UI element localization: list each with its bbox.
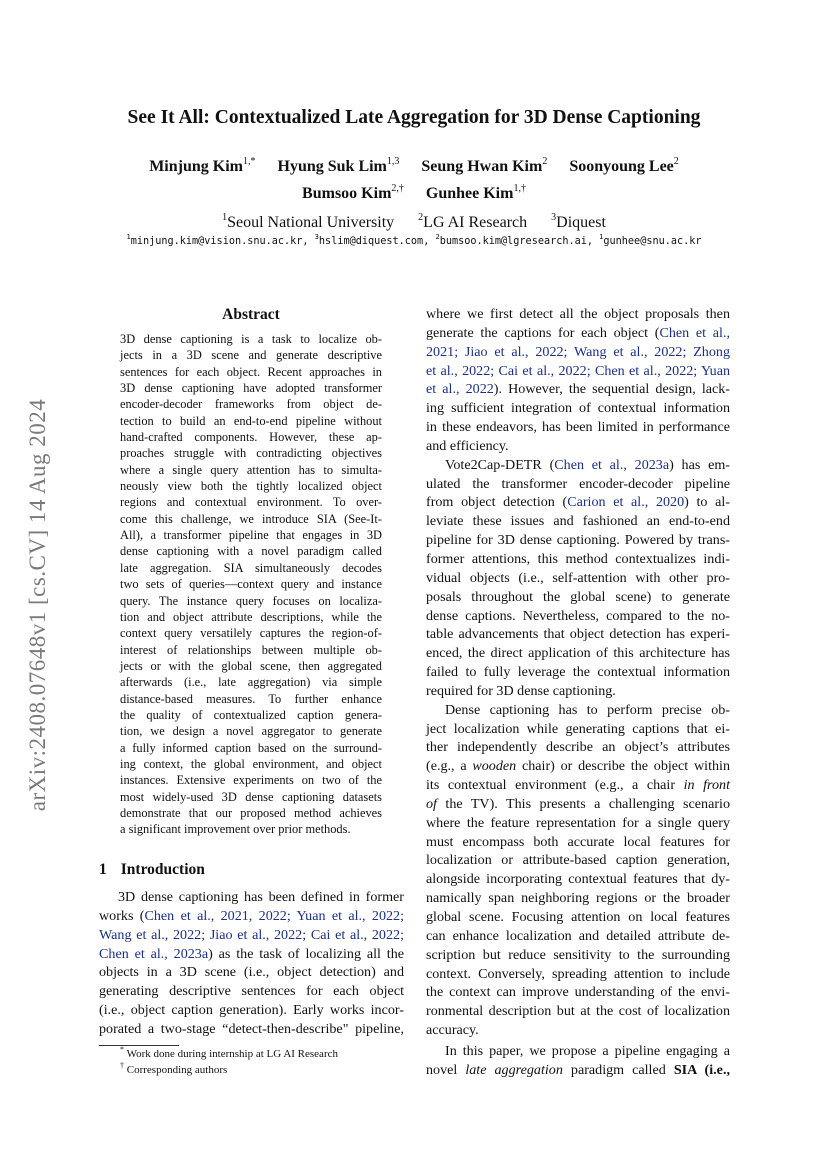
abstract-line: a fully informed caption based on the surround- [120,740,382,755]
text-span: chair) or describe the object within [516,758,731,775]
text-span: Dense captioning has to perform precise ob- [445,701,730,718]
footnote: * Work done during internship at LG AI Research [120,1045,338,1060]
abstract-line: jects or with the global scene, then aggregated [120,658,382,673]
text-line [426,1061,730,1080]
text-line [426,437,730,456]
citation-link[interactable]: Wang et al., 2022; Jiao et al., 2022; Cai et al., 2022; [99,926,404,943]
text-span: table advancements that object detection has experi- [426,626,730,643]
abstract-line: neously view both the tightly localized object [120,479,382,494]
text-span: ). However, the sequential design, lack- [493,381,731,398]
text-span: can enhance localization and detailed attribute de- [426,927,730,944]
citation-link[interactable]: et al., 2022 [426,381,494,398]
text-span: works ( [99,907,145,924]
abstract-line: ing context, the global environment, and object [120,756,382,771]
citation-link[interactable]: Chen et al., 2023a [99,945,209,962]
intro-right-column-tail [426,1042,730,1080]
text-span: localization or attribute-based caption generation, [426,852,730,869]
footnote: † Corresponding authors [120,1061,228,1076]
abstract-line: two sets of queries—context query and instance [120,577,382,592]
abstract-line: instances. Extensive experiments on two of the [120,773,382,788]
arxiv-stamp: arXiv:2408.07648v1 [cs.CV] 14 Aug 2024 [25,398,50,812]
text-span: and efficiency. [426,437,509,454]
text-span: accuracy. [426,1022,479,1039]
text-span: ) as the task of localizing all the [208,945,405,962]
abstract-line: interest of relationships between multiple ob- [120,642,382,657]
abstract-line: proaches struggle with contradicting objectives [120,446,382,461]
author: Minjung Kim$^{1,*}$ [149,156,256,175]
abstract-line: hand-crafted components. However, these ap- [120,430,382,445]
text-line [99,1020,404,1039]
text-line [426,908,730,927]
section-heading: 1 Introduction [99,861,205,878]
text-line [426,456,730,475]
abstract-line: demonstrate that our proposed method achieves [120,805,382,820]
text-span: scription but reduce sensitivity to the surrounding [426,946,730,963]
text-line [99,907,404,926]
abstract-line: late aggregation. SIA simultaneously decodes [120,560,382,575]
text-span: vidual objects (i.e., self-attention with other pro- [426,569,730,586]
text-line [426,493,730,512]
abstract-line: All), a transformer pipeline that engages in 3D [120,528,382,543]
text-line [426,1042,730,1061]
text-span: where we first detect all the object proposals then [426,306,730,322]
author: Bumsoo Kim$^{2,\dagger}$ [302,183,404,202]
text-line [426,343,730,362]
text-line [426,701,730,720]
text-line [426,965,730,984]
text-span: global scene. Focusing attention on local features [426,909,730,925]
text-line [426,870,730,889]
author: Soonyoung Lee$^2$ [569,156,679,175]
abstract-line: the quality of contextualized caption genera- [120,707,382,722]
abstract-line: where a single query attention has to simulta- [120,462,382,477]
text-span: Vote2Cap-DETR ( [445,456,555,473]
text-line [426,588,730,607]
text-span: former attentions, this method contextualizes indi- [426,550,730,567]
text-line [426,475,730,494]
text-line [426,569,730,588]
text-line [426,795,730,814]
text-span: alongside incorporating contextual features that dy- [426,871,730,888]
text-line [426,720,730,739]
text-line [99,982,404,1001]
text-span: novel [426,1061,466,1078]
text-span: paradigm called [562,1061,674,1078]
author-row-2 [90,185,738,203]
affiliation: $^3$Diquest [551,212,606,231]
abstract-line: jects in a 3D scene and generate descriptive [120,348,382,363]
text-line [426,1002,730,1021]
text-line [426,380,730,399]
text-span: ) to al- [684,494,730,511]
abstract-line: afterwards (i.e., late aggregation) via simple [120,675,382,690]
abstract-line: 3D dense captioning have adopted transformer [120,381,382,396]
abstract-heading: Abstract [222,306,280,323]
abstract-line: query. The instance query focuses on localiza- [120,593,382,608]
text-span: of [426,795,437,812]
text-line [426,776,730,795]
text-span: ing sufficient integration of contextual information [426,400,730,417]
text-line [99,888,404,907]
text-line [99,963,404,982]
text-span: objects in a 3D scene (i.e., object detection) and [99,964,404,981]
text-line [99,1001,404,1020]
text-line [426,531,730,550]
text-span: where the feature representation for a single query [426,814,730,831]
text-line [426,682,730,701]
text-line [426,305,730,324]
text-line [99,926,404,945]
text-span: ) has em- [669,456,730,473]
text-line [426,927,730,946]
author: Seung Hwan Kim$^2$ [421,156,548,175]
text-span: In this paper, we propose a pipeline engaging a [445,1043,730,1059]
abstract-line: 3D dense captioning is a task to localize ob- [120,332,382,346]
text-line [426,757,730,776]
author-row-1 [90,158,738,176]
text-line [426,324,730,343]
emails [60,233,768,247]
abstract-line: a significant improvement over prior methods. [120,822,351,837]
citation-link[interactable]: Chen et al., [659,324,730,341]
affiliation: $^1$Seoul National University [222,212,395,231]
text-span: porated a two-stage “detect-then-describe" pipeline, [99,1020,404,1037]
text-span: in front [683,777,730,794]
text-line [426,418,730,437]
text-line [426,550,730,569]
text-span: leviate these issues and fashioned an end-to-end [426,513,730,530]
abstract-line: tection to build an end-to-end pipeline without [120,413,382,428]
text-line [426,625,730,644]
email[interactable]: $^1$gunhee@snu.ac.kr [599,233,702,247]
abstract-line: encoder-decoder frameworks from object de- [120,397,382,412]
paper-title: See It All: Contextualized Late Aggregation for 3D Dense Captioning [127,107,701,128]
text-line [426,738,730,757]
text-span: namically span neighboring regions or the broader [426,890,730,907]
email[interactable]: $^1$minjung.kim@vision.snu.ac.kr, [126,233,309,247]
text-line [426,889,730,908]
abstract-line: tion, we design a novel aggregator to generate [120,724,382,739]
text-span: SIA (i.e., [673,1061,730,1078]
abstract-line: regions and contextual environment. To over- [120,495,382,510]
text-span: (e.g., a [426,758,473,775]
email[interactable]: $^2$bumsoo.kim@lgresearch.ai, [435,233,594,247]
text-span: the context can improve understanding of the envi- [426,984,730,1001]
abstract-line: context query versatilely captures the region-of- [120,626,382,641]
text-line [426,399,730,418]
text-line [426,983,730,1002]
text-span: in these endeavors, has been limited in performance [426,419,730,436]
abstract-line: most widely-used 3D dense captioning datasets [120,789,382,804]
text-span: dense captions. Nevertheless, compared to the no- [426,607,730,624]
text-line [426,946,730,965]
text-span: generating descriptive sentences for each object [99,983,404,1000]
text-line [426,851,730,870]
text-span: the TV). This presents a challenging scenario [436,795,730,812]
text-line [426,663,730,682]
author: Hyung Suk Lim$^{1,3}$ [277,156,400,175]
author: Gunhee Kim$^{1,\dagger}$ [425,183,526,202]
text-span: ject localization while generating captions that ei- [426,720,730,737]
citation-link[interactable]: 2021; Jiao et al., 2022; Wang et al., 2022; Zhong [426,343,730,360]
text-span: must encompass both accurate local features for [426,833,730,850]
text-line [426,1021,730,1040]
text-line [426,644,730,663]
text-line [426,814,730,833]
citation-link[interactable]: Chen et al., 2021, 2022; Yuan et al., 2022; [144,907,405,924]
text-line [426,833,730,852]
text-span: required for 3D dense captioning. [426,682,616,699]
email[interactable]: $^3$hslim@diquest.com, [314,233,430,247]
abstract-line: tion and object attribute descriptions, while the [120,609,382,624]
text-span: ther independently describe an object’s attributes [426,739,730,756]
abstract-line: distance-based measures. To further enhance [120,691,382,706]
text-span: wooden [472,758,517,775]
text-span: ronmental description but at the cost of localization [426,1003,730,1020]
text-line [426,362,730,381]
text-span: failed to fully leverage the contextual information [426,664,730,681]
text-line [426,512,730,531]
text-span: context. Conversely, spreading attention to include [426,965,730,982]
abstract-line: dense captioning with a novel paradigm called [120,544,382,559]
intro-right-column [426,305,730,1040]
footnote-rule [99,1045,179,1046]
abstract-body [120,331,382,838]
text-span: ulated the transformer encoder-decoder pipeline [426,475,730,492]
text-span: (i.e., object caption generation). Early works incor- [99,1002,404,1019]
text-span: posals throughout the global scene) to generate [426,588,730,605]
citation-link[interactable]: Chen et al., 2023a [554,456,670,473]
text-line [99,945,404,964]
text-span: 3D dense captioning has been defined in former [118,889,404,905]
citation-link[interactable]: Carion et al., 2020 [567,494,685,511]
citation-link[interactable]: et al., 2022; Cai et al., 2022; Chen et al., 2022; Yuan [426,362,730,379]
abstract-line: sentences for each object. Recent approaches in [120,364,382,379]
intro-left-column [99,888,404,1039]
text-span: enced, the direct application of this architecture has [426,645,730,662]
affiliations [90,214,738,232]
text-span: from object detection ( [426,494,568,511]
text-span: late aggregation [465,1061,563,1078]
text-line [426,607,730,626]
text-span: pipeline for 3D dense captioning. Powered by trans- [426,532,730,549]
text-span: its contextual environment (e.g., a chair [426,777,684,794]
abstract-line: come this challenge, we introduce SIA (See-It- [120,511,382,526]
text-span: generate the captions for each object ( [426,324,660,341]
affiliation: $^2$LG AI Research [418,212,528,231]
